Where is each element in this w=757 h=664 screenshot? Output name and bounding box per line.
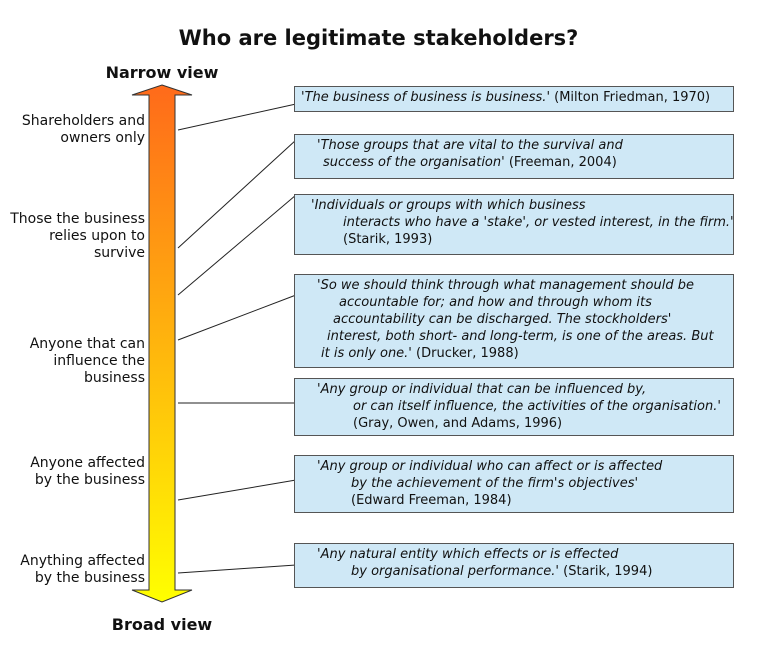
category-label: Anyone affected by the business bbox=[30, 455, 145, 488]
connector-line bbox=[178, 140, 296, 248]
quote-box: 'Those groups that are vital to the survival and success of the organisation' (Freeman, 2004) bbox=[294, 134, 734, 179]
category-label: Those the business relies upon to survive bbox=[10, 211, 145, 261]
broad-view-label: Broad view bbox=[111, 615, 213, 634]
connector-line bbox=[178, 480, 296, 500]
category-label: Shareholders and owners only bbox=[21, 113, 145, 146]
connector-line bbox=[178, 295, 296, 340]
connector-line bbox=[178, 195, 296, 295]
connector-line bbox=[178, 565, 296, 573]
quote-box: 'So we should think through what management should be accountable for; and how and through whom its accountability can be discharged. The stockholders' interest, both short- and long-term, is one of the areas. But it is only one.' (Drucker, 1988) bbox=[294, 274, 734, 368]
quote-box: 'Any group or individual who can affect or is affected by the achievement of the firm's objectives' (Edward Freeman, 1984) bbox=[294, 455, 734, 513]
connector-line bbox=[178, 104, 296, 130]
category-label: Anyone that can influence the business bbox=[29, 336, 145, 386]
narrow-view-label: Narrow view bbox=[105, 63, 219, 82]
quote-box: 'Any natural entity which effects or is effected by organisational performance.' (Starik, 1994) bbox=[294, 543, 734, 588]
quote-box: 'The business of business is business.' (Milton Friedman, 1970) bbox=[294, 86, 734, 112]
quote-box: 'Any group or individual that can be influenced by, or can itself influence, the activities of the organisation.' (Gray, Owen, and Adams, 1996) bbox=[294, 378, 734, 436]
category-label: Anything affected by the business bbox=[20, 553, 145, 586]
page-title: Who are legitimate stakeholders? bbox=[178, 26, 579, 50]
quote-box: 'Individuals or groups with which business interacts who have a 'stake', or vested interest, in the firm.' (Starik, 1993) bbox=[294, 194, 734, 255]
